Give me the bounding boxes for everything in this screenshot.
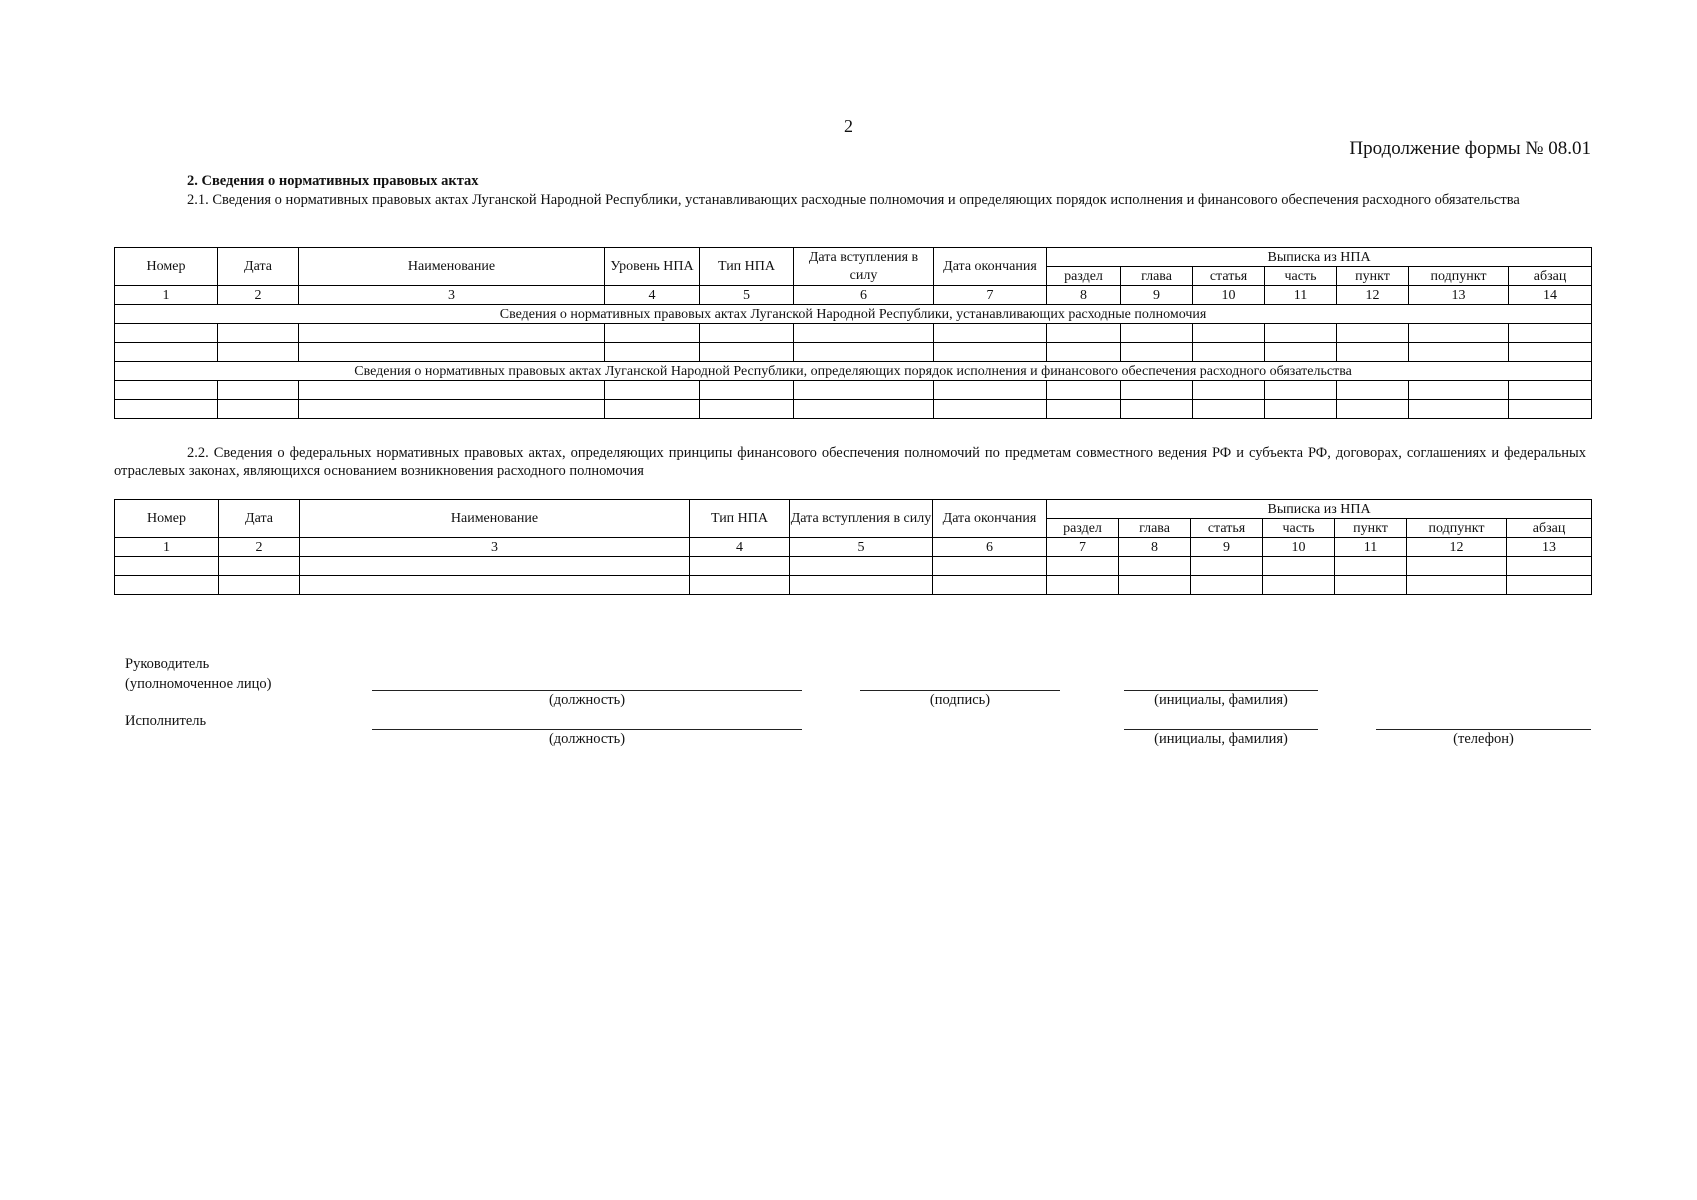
col-number: 11 [1265, 286, 1337, 305]
col-number: 3 [300, 538, 690, 557]
col-number: 10 [1193, 286, 1265, 305]
header-subitem: подпункт [1407, 519, 1507, 538]
col-number: 1 [115, 538, 219, 557]
header-end-date: Дата окончания [933, 500, 1047, 538]
executor-position-line[interactable] [372, 729, 802, 730]
col-number: 13 [1507, 538, 1592, 557]
header-item: пункт [1335, 519, 1407, 538]
table-row[interactable] [115, 381, 1592, 400]
col-number: 7 [1047, 538, 1119, 557]
col-number: 11 [1335, 538, 1407, 557]
col-number: 6 [794, 286, 934, 305]
header-section: раздел [1047, 519, 1119, 538]
header-type: Тип НПА [700, 248, 794, 286]
column-number-row [115, 286, 1592, 305]
header-effective-date: Дата вступления в силу [790, 500, 933, 538]
header-paragraph: абзац [1509, 267, 1592, 286]
col-number: 4 [605, 286, 700, 305]
head-label: Руководитель [125, 656, 210, 672]
col-number: 9 [1191, 538, 1263, 557]
form-continuation-heading: Продолжение формы № 08.01 [1349, 138, 1591, 159]
header-chapter: глава [1121, 267, 1193, 286]
head-label-authorized: (уполномоченное лицо) [125, 676, 272, 692]
col-number: 5 [700, 286, 794, 305]
table-row[interactable] [115, 343, 1592, 362]
table-row[interactable] [115, 324, 1592, 343]
paragraph-2-1: 2.1. Сведения о нормативных правовых актах Луганской Народной Республики, устанавливающих расходные полномочия и определяющих порядок исполнения и финансового обеспечения расходного обязательства [187, 192, 1520, 208]
header-end-date: Дата окончания [934, 248, 1047, 286]
head-position-line[interactable] [372, 690, 802, 691]
head-signature-caption: (подпись) [929, 692, 991, 708]
col-number: 12 [1337, 286, 1409, 305]
header-subitem: подпункт [1409, 267, 1509, 286]
header-number: Номер [115, 500, 219, 538]
header-extract: Выписка из НПА [1047, 500, 1592, 519]
header-part: часть [1263, 519, 1335, 538]
header-extract: Выписка из НПА [1047, 248, 1592, 267]
table-row[interactable] [115, 557, 1592, 576]
group-row-powers: Сведения о нормативных правовых актах Луганской Народной Республики, устанавливающих расходные полномочия [115, 305, 1592, 324]
header-number: Номер [115, 248, 218, 286]
col-number: 7 [934, 286, 1047, 305]
col-number: 5 [790, 538, 933, 557]
table-federal-acts [114, 499, 1592, 595]
table-row[interactable] [115, 576, 1592, 595]
header-chapter: глава [1119, 519, 1191, 538]
header-article: статья [1191, 519, 1263, 538]
table-regional-acts [114, 247, 1592, 419]
header-item: пункт [1337, 267, 1409, 286]
header-name: Наименование [300, 500, 690, 538]
executor-initials-line[interactable] [1124, 729, 1318, 730]
header-name: Наименование [299, 248, 605, 286]
executor-position-caption: (должность) [548, 731, 626, 747]
header-section: раздел [1047, 267, 1121, 286]
head-initials-line[interactable] [1124, 690, 1318, 691]
header-paragraph: абзац [1507, 519, 1592, 538]
col-number: 14 [1509, 286, 1592, 305]
header-date: Дата [218, 248, 299, 286]
executor-initials-caption: (инициалы, фамилия) [1154, 731, 1288, 747]
section-title: 2. Сведения о нормативных правовых актах [187, 173, 479, 189]
column-number-row [115, 538, 1592, 557]
col-number: 2 [219, 538, 300, 557]
col-number: 8 [1119, 538, 1191, 557]
col-number: 9 [1121, 286, 1193, 305]
col-number: 10 [1263, 538, 1335, 557]
header-effective-date: Дата вступления в силу [794, 248, 934, 286]
col-number: 8 [1047, 286, 1121, 305]
executor-phone-caption: (телефон) [1453, 731, 1514, 747]
header-type: Тип НПА [690, 500, 790, 538]
head-position-caption: (должность) [548, 692, 626, 708]
header-article: статья [1193, 267, 1265, 286]
executor-phone-line[interactable] [1376, 729, 1591, 730]
head-initials-caption: (инициалы, фамилия) [1154, 692, 1288, 708]
col-number: 2 [218, 286, 299, 305]
paragraph-2-2: 2.2. Сведения о федеральных нормативных правовых актах, определяющих принципы финансового обеспечения полномочий по предметам совместного ведения РФ и субъекта РФ, договорах, соглашениях и федеральных отраслевых законах, являющихся основанием возникновения расходного полномочия [114, 445, 1586, 479]
header-part: часть [1265, 267, 1337, 286]
page-number: 2 [844, 116, 853, 136]
col-number: 6 [933, 538, 1047, 557]
head-signature-line[interactable] [860, 690, 1060, 691]
header-date: Дата [219, 500, 300, 538]
table-row[interactable] [115, 400, 1592, 419]
executor-label: Исполнитель [125, 713, 207, 729]
col-number: 13 [1409, 286, 1509, 305]
col-number: 1 [115, 286, 218, 305]
col-number: 3 [299, 286, 605, 305]
col-number: 12 [1407, 538, 1507, 557]
header-level: Уровень НПА [605, 248, 700, 286]
group-row-execution: Сведения о нормативных правовых актах Луганской Народной Республики, определяющих порядок исполнения и финансового обеспечения расходного обязательства [115, 362, 1592, 381]
col-number: 4 [690, 538, 790, 557]
